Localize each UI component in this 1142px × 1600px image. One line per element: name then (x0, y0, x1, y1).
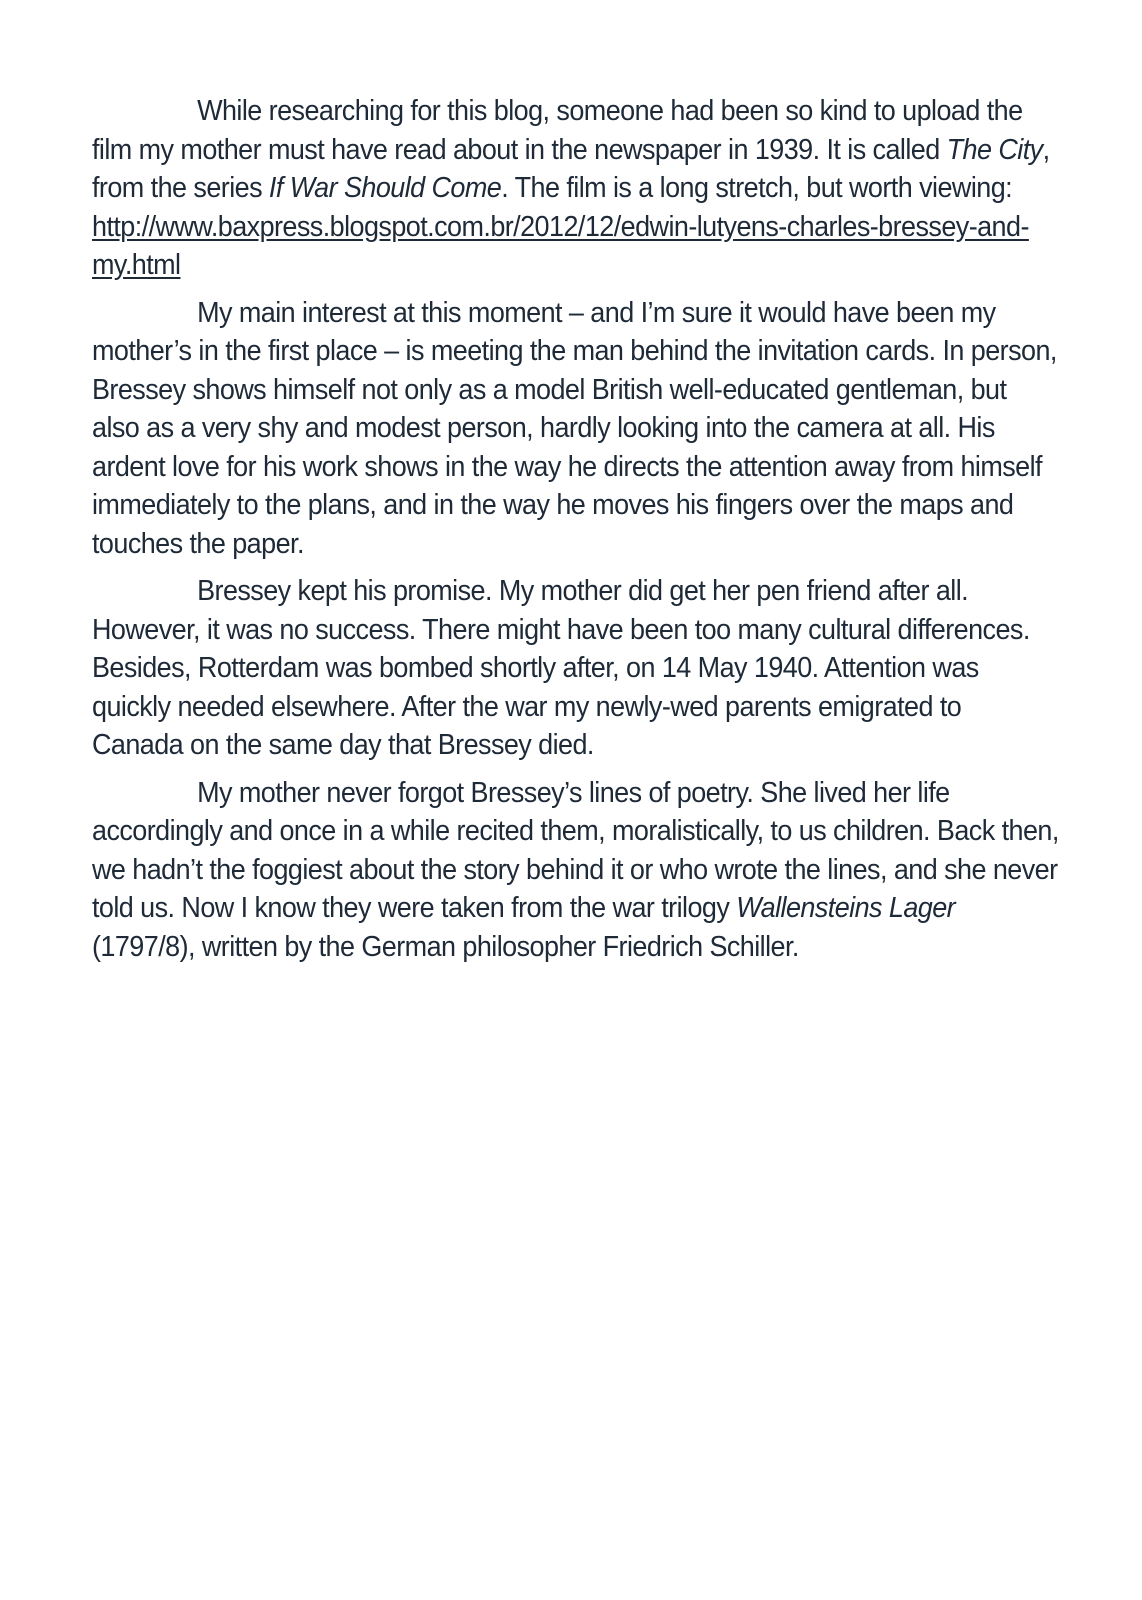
paragraph-poetry (92, 774, 1059, 967)
paragraph-text: My mother never forgot Bressey’s lines of poetry. She lived her life accordingly and once in a while recited them, moralistically, to us children. Back then, we hadn’t the foggiest about the story behind it or who wrote the lines, and she never told us. Now I know they were taken from the war trilogy (92, 776, 1059, 924)
blog-link[interactable]: http://www.baxpress.blogspot.com.br/2012/12/edwin-lutyens-charles-bressey-and-my.html (92, 210, 1029, 281)
paragraph-text: (1797/8), written by the German philosopher Friedrich Schiller. (92, 930, 799, 963)
paragraph-text: While researching for this blog, someone had been so kind to upload the film my mother must have read about in the newspaper in 1939. It is called (92, 95, 1023, 166)
trilogy-title: Wallensteins Lager (736, 892, 956, 924)
document-page (92, 92, 1059, 975)
film-title: The City (946, 133, 1043, 166)
paragraph-promise: Bressey kept his promise. My mother did get her pen friend after all. However, it was no success. There might have been too many cultural differences. Besides, Rotterdam was bombed shortly after, on 14 May 1940. Attention was quickly needed elsewhere. After the war my newly-wed parents emigrated to Canada on the same day that Bressey died. (92, 575, 1030, 761)
paragraph-text: , from the series (92, 133, 1050, 204)
paragraph-film (92, 92, 1059, 285)
series-title: If War Should Come (268, 172, 502, 204)
paragraph-main-interest: My main interest at this moment – and I’m sure it would have been my mother’s in the first place – is meeting the man behind the invitation cards. In person, Bressey shows himself not only as a model British well-educated gentleman, but also as a very shy and modest person, hardly looking into the camera at all. His ardent love for his work shows in the way he directs the attention away from himself immediately to the plans, and in the way he moves his fingers over the maps and touches the paper. (92, 296, 1057, 560)
paragraph-text: . The film is a long stretch, but worth viewing: (501, 172, 1013, 204)
